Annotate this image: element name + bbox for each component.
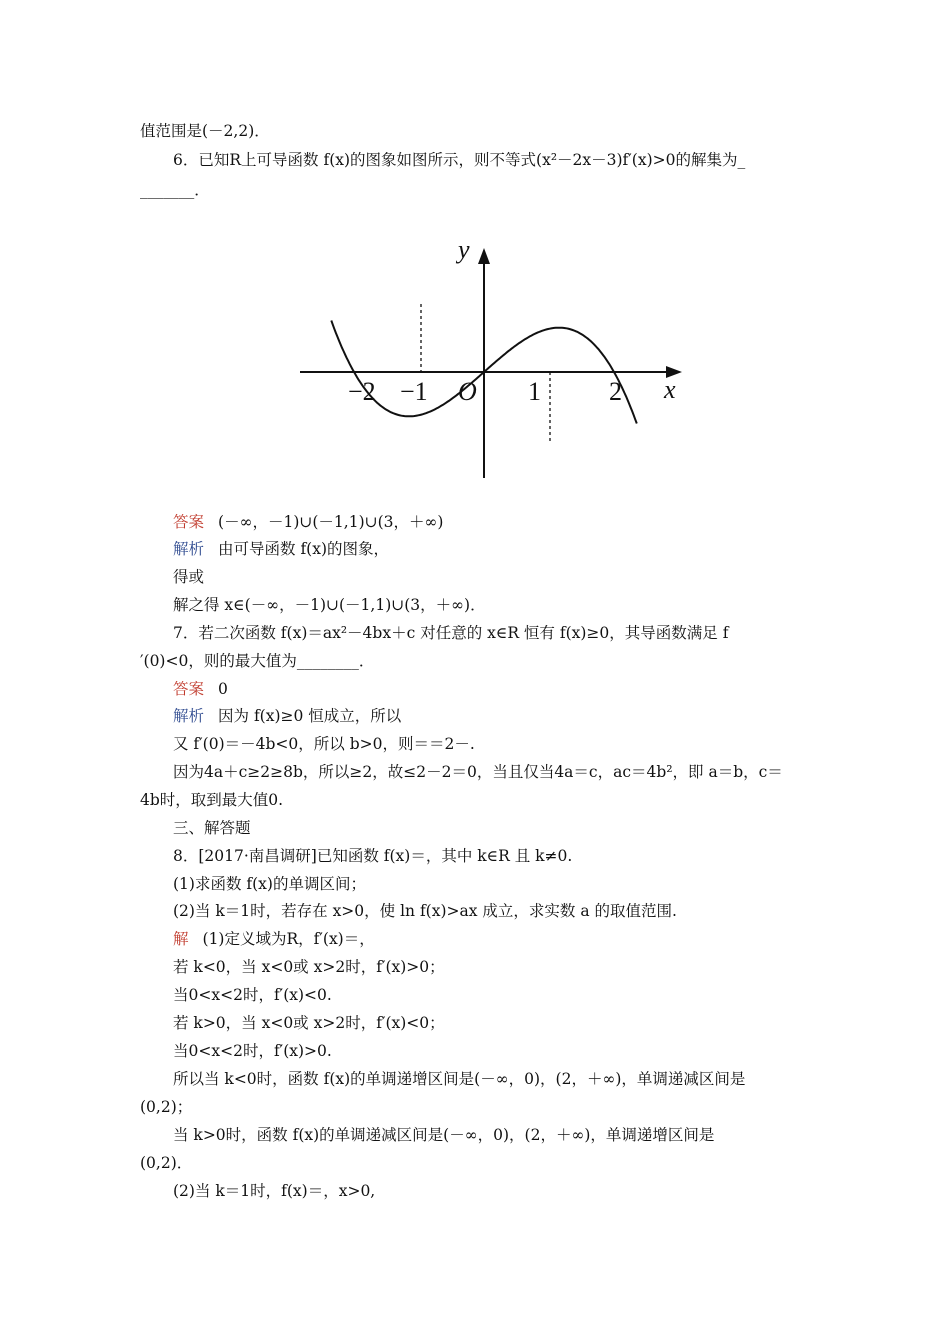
line-text: (0,2)； bbox=[140, 1098, 193, 1116]
line-text: 因为4a＋c≥2≥8b，所以≥2，故≤2－2＝0，当且仅当4a＝c，ac＝4b²，即 a＝b，c＝ bbox=[173, 763, 783, 781]
line-text: (－∞，－1)∪(－1,1)∪(3，＋∞) bbox=[218, 513, 444, 531]
text-line bbox=[140, 1153, 192, 1173]
text-line bbox=[173, 1181, 375, 1201]
section-label: 解析 bbox=[173, 540, 205, 558]
text-line bbox=[140, 180, 210, 200]
text-line bbox=[173, 595, 486, 615]
line-text: 因为 f(x)≥0 恒成立，所以 bbox=[218, 707, 402, 725]
line-text: 当0<x<2时，f′(x)>0. bbox=[173, 1042, 332, 1060]
line-text: 由可导函数 f(x)的图象， bbox=[218, 540, 390, 558]
text-line bbox=[140, 790, 283, 810]
y-axis-label: y bbox=[458, 235, 470, 264]
text-line bbox=[173, 1069, 745, 1089]
line-text: (1)求函数 f(x)的单调区间； bbox=[173, 875, 366, 893]
text-line bbox=[173, 1125, 714, 1145]
text-line bbox=[173, 846, 572, 866]
text-line bbox=[173, 929, 375, 949]
text-line bbox=[173, 874, 366, 894]
text-line bbox=[173, 512, 443, 532]
text-line bbox=[173, 567, 204, 587]
line-text: 8．[2017·南昌调研]已知函数 f(x)＝，其中 k∈R 且 k≠0. bbox=[173, 847, 573, 865]
tick-label-neg1: −1 bbox=[400, 377, 428, 406]
section-label: 解 bbox=[173, 930, 189, 948]
line-text: (2)当 k＝1时，f(x)＝，x>0, bbox=[173, 1182, 376, 1200]
line-text: 值范围是(－2,2)． bbox=[140, 122, 270, 140]
section-label: 答案 bbox=[173, 513, 205, 531]
line-text: 当 k>0时，函数 f(x)的单调递减区间是(－∞，0)，(2，＋∞)，单调递增区间是 bbox=[173, 1126, 715, 1144]
tick-label-2: 2 bbox=[609, 377, 622, 406]
line-text: 7．若二次函数 f(x)＝ax²－4bx＋c 对任意的 x∈R 恒有 f(x)≥0，其导函数满足 f bbox=[173, 624, 729, 642]
derivative-graph-figure bbox=[278, 212, 706, 504]
text-line bbox=[173, 1013, 445, 1033]
line-text: 所以当 k<0时，函数 f(x)的单调递增区间是(－∞，0)，(2，＋∞)，单调递减区间是 bbox=[173, 1070, 746, 1088]
text-line bbox=[173, 539, 389, 559]
x-axis-label: x bbox=[664, 375, 676, 404]
tick-label-1: 1 bbox=[528, 377, 541, 406]
text-line bbox=[173, 679, 228, 699]
section-label: 答案 bbox=[173, 680, 205, 698]
text-line bbox=[173, 985, 332, 1005]
line-text: 又 f′(0)＝－4b<0，所以 b>0，则＝＝2－. bbox=[173, 735, 475, 753]
line-text: 0 bbox=[218, 680, 228, 698]
line-text: (2)当 k＝1时，若存在 x>0，使 ln f(x)>ax 成立，求实数 a 的取值范围. bbox=[173, 902, 677, 920]
text-line bbox=[140, 1097, 192, 1117]
text-line bbox=[173, 762, 783, 782]
line-text: 当0<x<2时，f′(x)<0. bbox=[173, 986, 332, 1004]
function-graph bbox=[278, 212, 706, 504]
line-text: 6．已知R上可导函数 f(x)的图象如图所示，则不等式(x²－2x－3)f′(x)>0的解集为_ bbox=[173, 151, 746, 169]
text-line bbox=[173, 734, 475, 754]
y-axis-arrow bbox=[478, 248, 490, 264]
line-text: 三、解答题 bbox=[173, 819, 251, 837]
text-line bbox=[173, 818, 251, 838]
line-text: 若 k>0，当 x<0或 x>2时，f′(x)<0； bbox=[173, 1014, 445, 1032]
section-label: 解析 bbox=[173, 707, 205, 725]
text-line bbox=[173, 150, 745, 170]
text-line bbox=[173, 1041, 332, 1061]
line-text: (1)定义域为R，f′(x)＝， bbox=[202, 930, 375, 948]
line-text: 4b时，取到最大值0. bbox=[140, 791, 284, 809]
line-text: 解之得 x∈(－∞，－1)∪(－1,1)∪(3，＋∞)． bbox=[173, 596, 486, 614]
line-text: (0,2)． bbox=[140, 1154, 193, 1172]
line-text: 得或 bbox=[173, 568, 205, 586]
line-text: _______． bbox=[140, 181, 210, 199]
text-line bbox=[173, 706, 401, 726]
text-line bbox=[140, 651, 374, 671]
line-text: 若 k<0，当 x<0或 x>2时，f′(x)>0； bbox=[173, 958, 445, 976]
line-text: ′(0)<0，则的最大值为________． bbox=[140, 652, 375, 670]
tick-label-neg2: −2 bbox=[348, 377, 376, 406]
text-line bbox=[140, 121, 270, 141]
origin-label: O bbox=[458, 377, 477, 406]
text-line bbox=[173, 901, 677, 921]
text-line bbox=[173, 623, 728, 643]
text-line bbox=[173, 957, 445, 977]
